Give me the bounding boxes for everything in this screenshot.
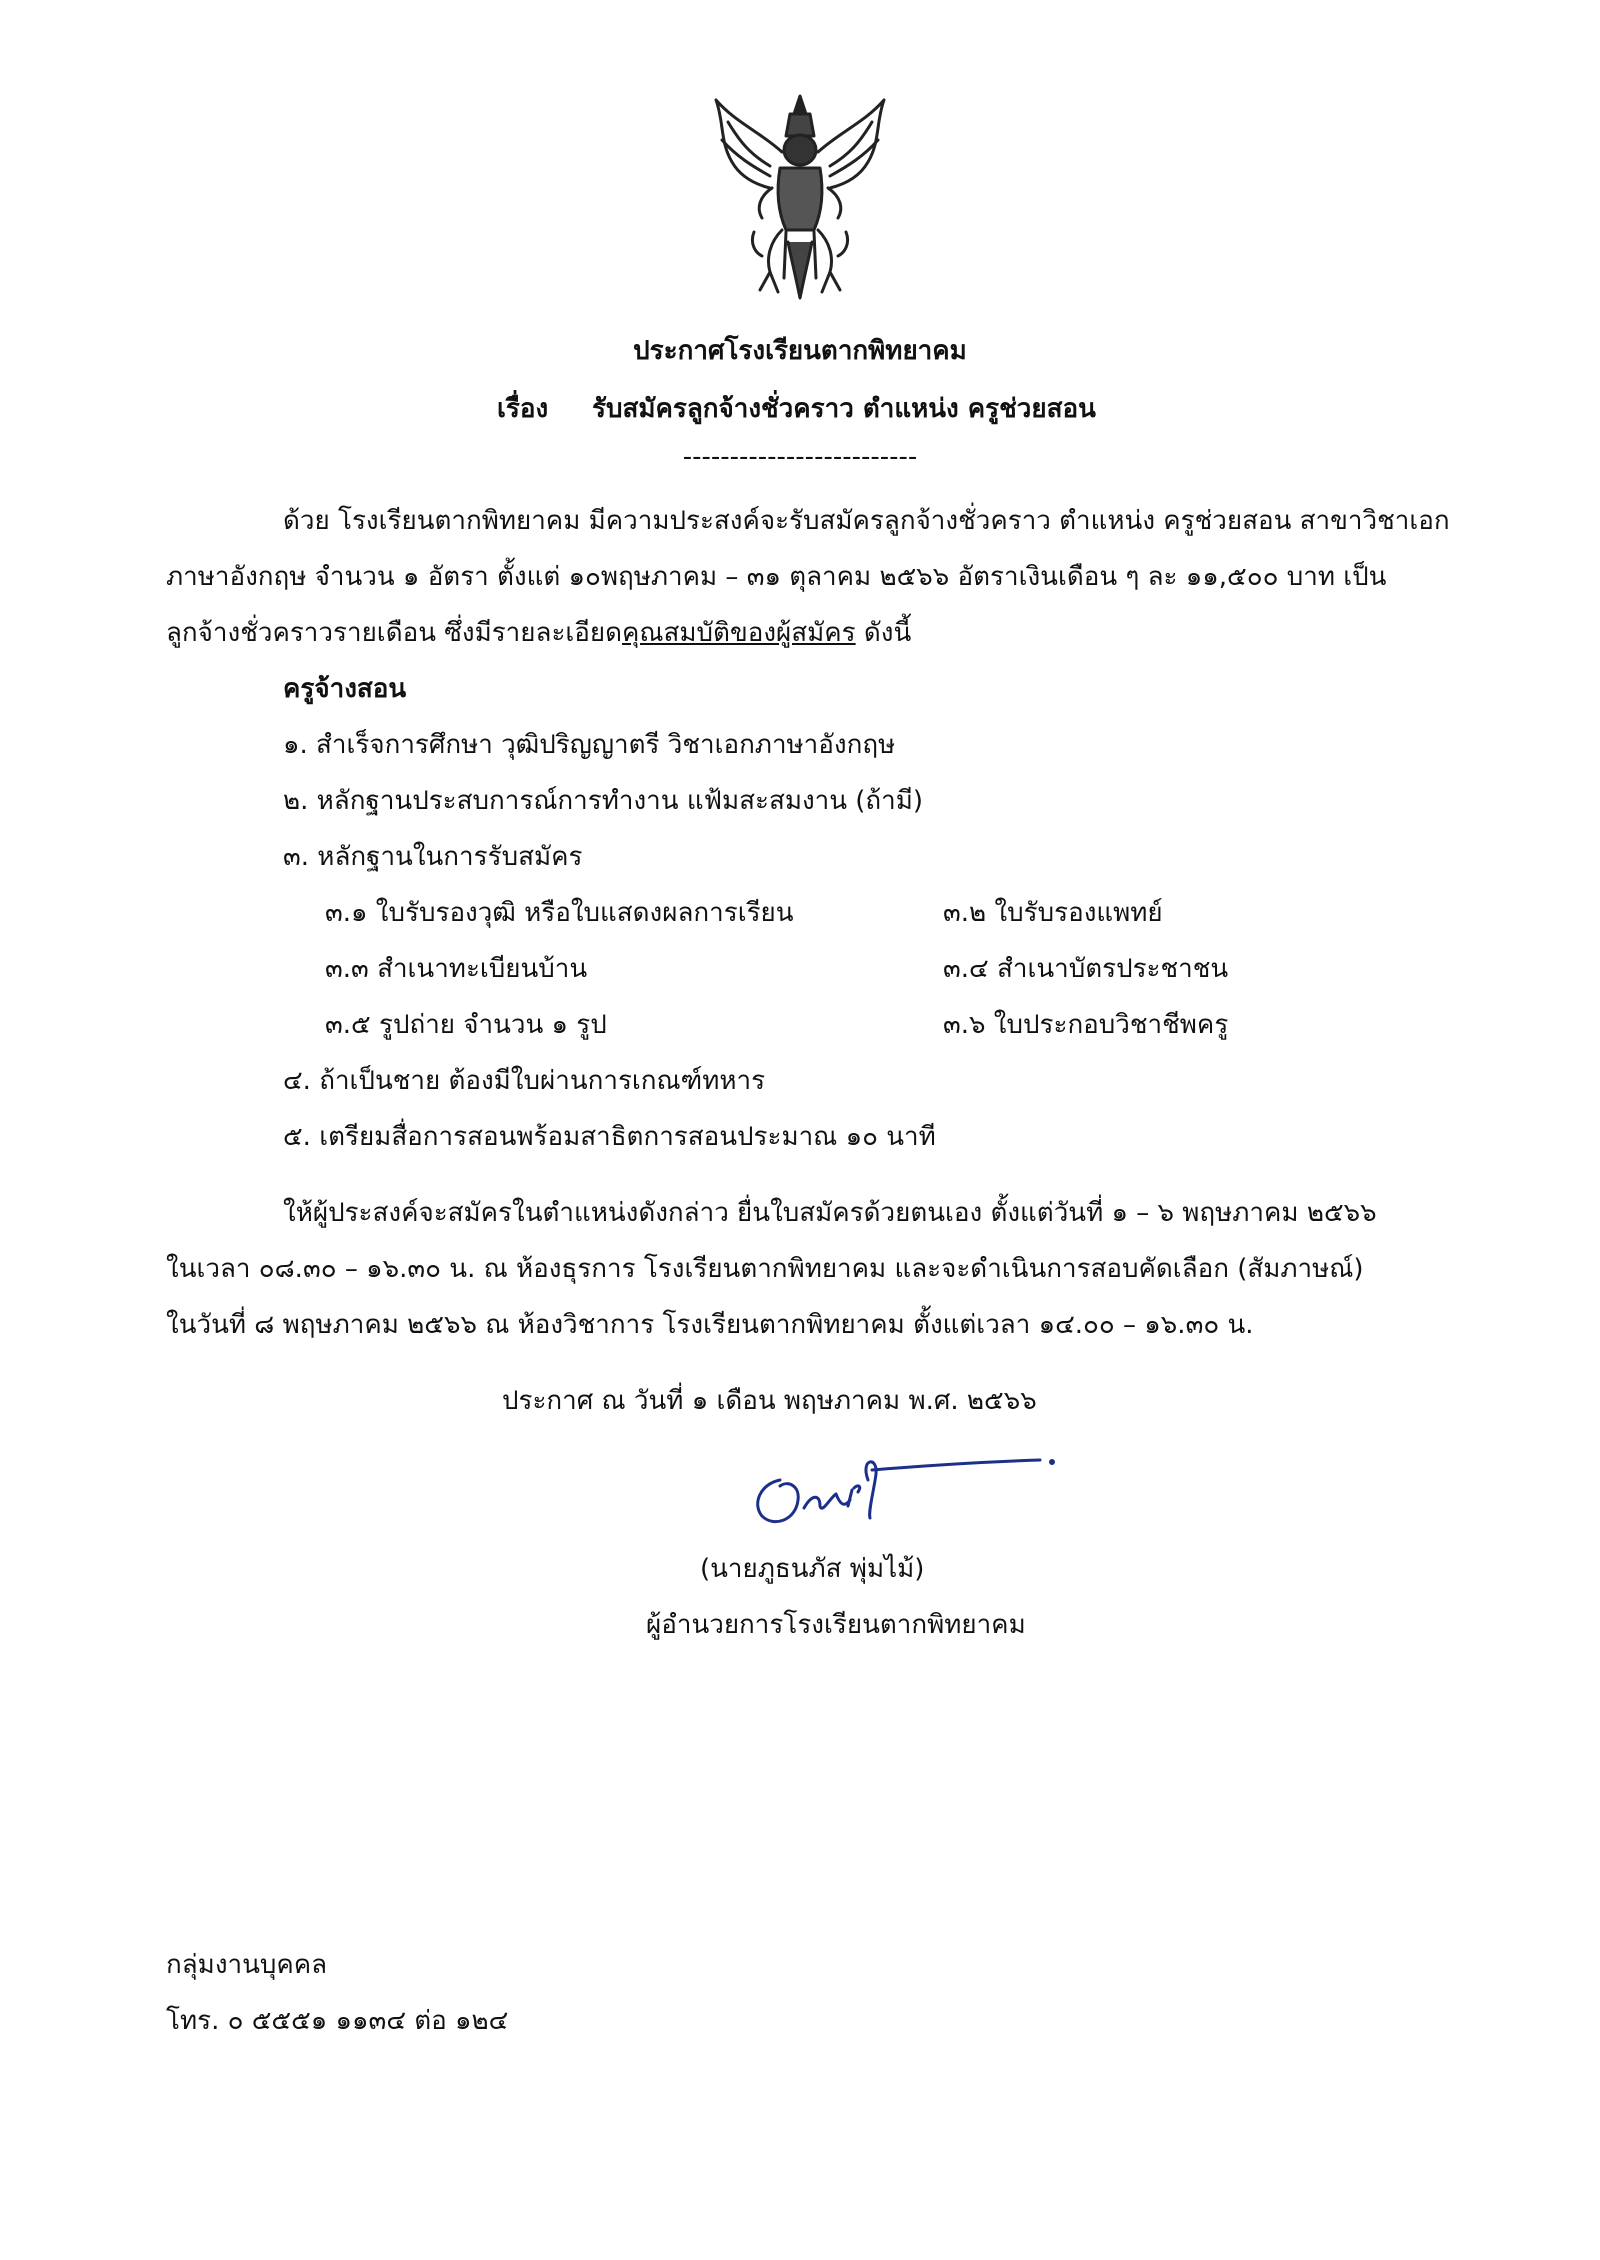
intro-line-1: ด้วย โรงเรียนตากพิทยาคม มีความประสงค์จะรับสมัครลูกจ้างชั่วคราว ตำแหน่ง ครูช่วยสอน สาขาวิชาเอก [283,506,1450,536]
sub-list-item: ๓.๑ ใบรับรองวุฒิ หรือใบแสดงผลการเรียน [325,898,794,928]
garuda-emblem-icon [710,92,890,302]
list-item: ๓. หลักฐานในการรับสมัคร [283,842,583,872]
sub-list-item: ๓.๓ สำเนาทะเบียนบ้าน [325,954,588,984]
announcement-date: ประกาศ ณ วันที่ ๑ เดือน พฤษภาคม พ.ศ. ๒๕๖๖ [502,1386,1037,1416]
signatory-position: ผู้อำนวยการโรงเรียนตากพิทยาคม [646,1610,1026,1640]
footer-phone: โทร. ๐ ๕๕๕๑ ๑๑๓๔ ต่อ ๑๒๔ [166,2006,509,2036]
list-item: ๑. สำเร็จการศึกษา วุฒิปริญญาตรี วิชาเอกภาษาอังกฤษ [283,730,896,760]
subject-text: รับสมัครลูกจ้างชั่วคราว ตำแหน่ง ครูช่วยสอน [592,394,1096,424]
footer-department: กลุ่มงานบุคคล [166,1950,328,1980]
list-item: ๕. เตรียมสื่อการสอนพร้อมสาธิตการสอนประมาณ ๑๐ นาที [283,1122,936,1152]
closing-line-3: ในวันที่ ๘ พฤษภาคม ๒๕๖๖ ณ ห้องวิชาการ โรงเรียนตากพิทยาคม ตั้งแต่เวลา ๑๔.๐๐ – ๑๖.๓๐ น. [166,1310,1254,1340]
section-heading: ครูจ้างสอน [283,674,407,704]
subject-label: เรื่อง [497,394,549,424]
intro-line-3: ลูกจ้างชั่วคราวรายเดือน ซึ่งมีรายละเอียดคุณสมบัติของผู้สมัคร ดังนี้ [166,618,912,648]
closing-line-2: ในเวลา ๐๘.๓๐ – ๑๖.๓๐ น. ณ ห้องธุรการ โรงเรียนตากพิทยาคม และจะดำเนินการสอบคัดเลือก (สัมภาษณ์) [166,1254,1364,1284]
announcement-title: ประกาศโรงเรียนตากพิทยาคม [633,336,967,366]
sub-list-item: ๓.๖ ใบประกอบวิชาชีพครู [943,1010,1229,1040]
sub-list-item: ๓.๔ สำเนาบัตรประชาชน [943,954,1229,984]
list-item: ๒. หลักฐานประสบการณ์การทำงาน แฟ้มสะสมงาน (ถ้ามี) [283,786,924,816]
sub-list-item: ๓.๒ ใบรับรองแพทย์ [943,898,1163,928]
sub-list-item: ๓.๕ รูปถ่าย จำนวน ๑ รูป [325,1010,607,1040]
qualifications-link-text: คุณสมบัติของผู้สมัคร [622,618,856,648]
intro-line-2: ภาษาอังกฤษ จำนวน ๑ อัตรา ตั้งแต่ ๑๐พฤษภาคม – ๓๑ ตุลาคม ๒๕๖๖ อัตราเงินเดือน ๆ ละ ๑๑,๕๐๐ บาท เป็น [166,562,1387,592]
header-divider: ------------------------- [682,442,918,472]
list-item: ๔. ถ้าเป็นชาย ต้องมีใบผ่านการเกณฑ์ทหาร [283,1066,766,1096]
signature-icon [740,1450,1070,1535]
signatory-name: (นายภูธนภัส พุ่มไม้) [700,1554,925,1584]
closing-line-1: ให้ผู้ประสงค์จะสมัครในตำแหน่งดังกล่าว ยื่นใบสมัครด้วยตนเอง ตั้งแต่วันที่ ๑ – ๖ พฤษภาคม ๒๕๖๖ [283,1198,1377,1228]
